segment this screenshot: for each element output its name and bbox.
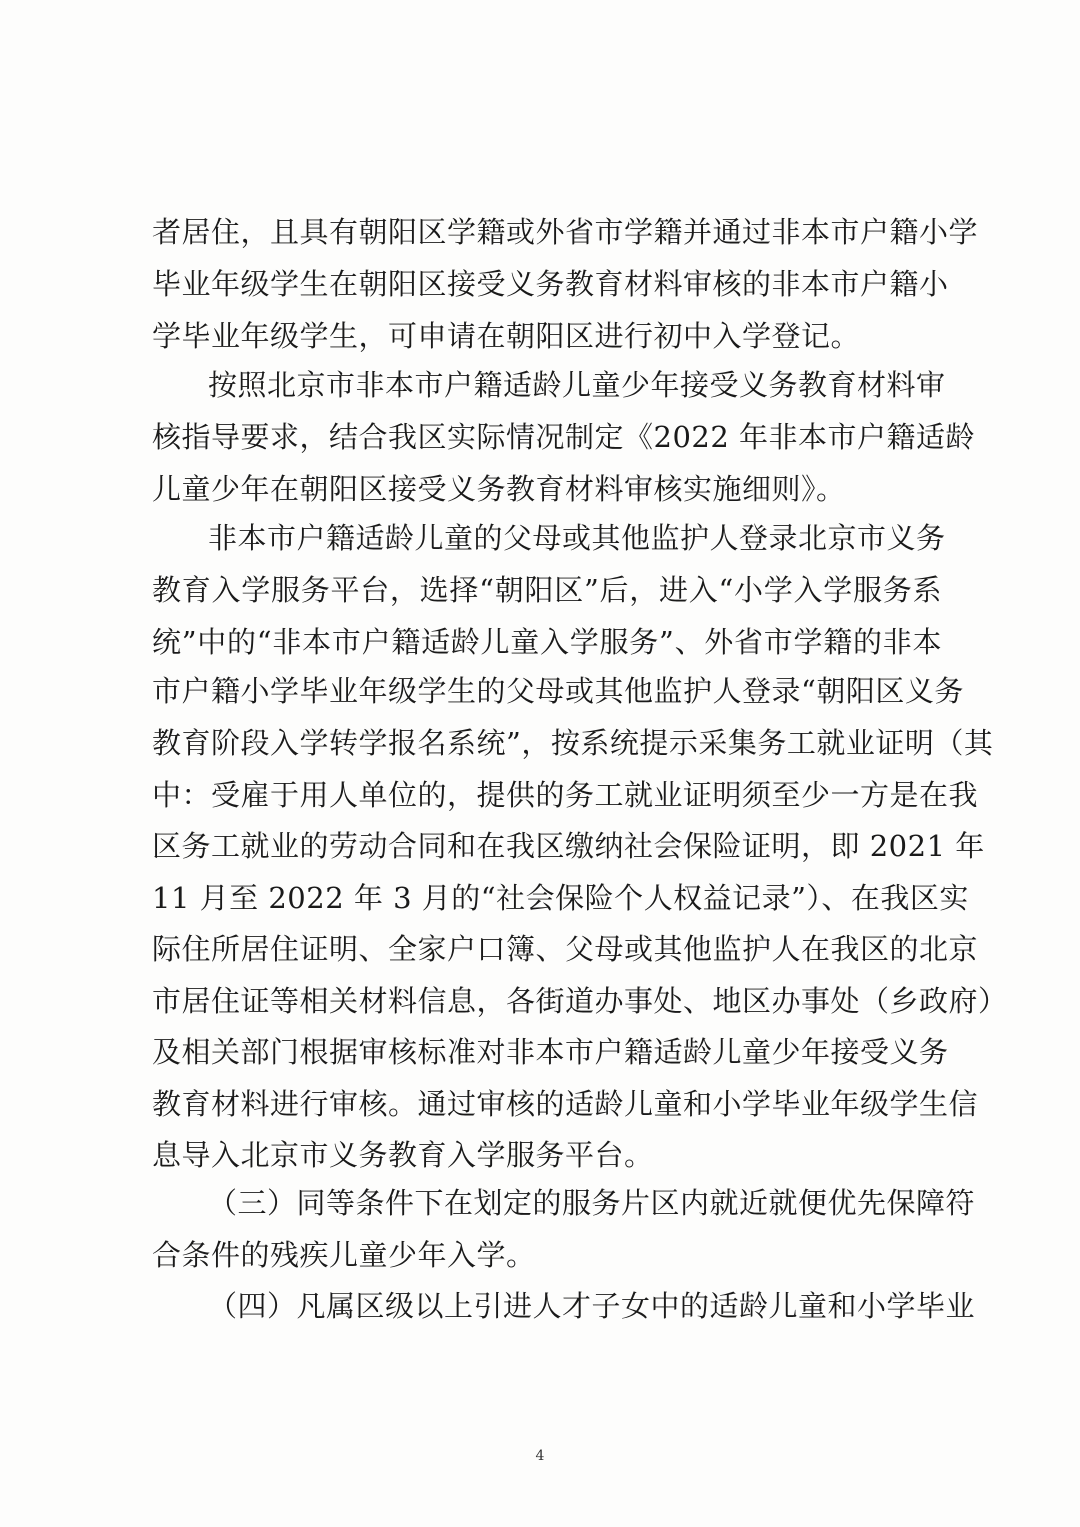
text-line: 区务工就业的劳动合同和在我区缴纳社会保险证明，即 2021 年	[152, 829, 985, 863]
text-line: 按照北京市非本市户籍适龄儿童少年接受义务教育材料审	[208, 368, 946, 402]
text-line: 教育入学服务平台，选择“朝阳区”后，进入“小学入学服务系	[152, 573, 942, 607]
text-line: 市户籍小学毕业年级学生的父母或其他监护人登录“朝阳区义务	[152, 674, 964, 708]
text-line: 及相关部门根据审核标准对非本市户籍适龄儿童少年接受义务	[152, 1035, 949, 1069]
text-line: 际住所居住证明、全家户口簿、父母或其他监护人在我区的北京	[152, 932, 979, 966]
text-line: 合条件的残疾儿童少年入学。	[152, 1238, 536, 1272]
text-line: （三）同等条件下在划定的服务片区内就近就便优先保障符	[208, 1186, 976, 1220]
text-line: （四）凡属区级以上引进人才子女中的适龄儿童和小学毕业	[208, 1289, 976, 1323]
text-line: 毕业年级学生在朝阳区接受义务教育材料审核的非本市户籍小	[152, 267, 949, 301]
text-line: 者居住，且具有朝阳区学籍或外省市学籍并通过非本市户籍小学	[152, 215, 979, 249]
text-line: 核指导要求，结合我区实际情况制定《2022 年非本市户籍适龄	[152, 420, 976, 454]
text-line: 非本市户籍适龄儿童的父母或其他监护人登录北京市义务	[208, 521, 946, 555]
text-line: 学毕业年级学生，可申请在朝阳区进行初中入学登记。	[152, 319, 861, 353]
text-line: 市居住证等相关材料信息，各街道办事处、地区办事处（乡政府）	[152, 984, 1008, 1018]
page-number: 4	[535, 1448, 545, 1464]
text-line: 统”中的“非本市户籍适龄儿童入学服务”、外省市学籍的非本	[152, 625, 942, 659]
text-line: 儿童少年在朝阳区接受义务教育材料审核实施细则》。	[152, 472, 846, 506]
text-line: 息导入北京市义务教育入学服务平台。	[152, 1138, 654, 1172]
text-line: 教育材料进行审核。通过审核的适龄儿童和小学毕业年级学生信	[152, 1087, 979, 1121]
text-line: 11 月至 2022 年 3 月的“社会保险个人权益记录”）、在我区实	[152, 881, 969, 915]
text-line: 教育阶段入学转学报名系统”，按系统提示采集务工就业证明（其	[152, 726, 994, 760]
text-line: 中：受雇于用人单位的，提供的务工就业证明须至少一方是在我	[152, 778, 979, 812]
